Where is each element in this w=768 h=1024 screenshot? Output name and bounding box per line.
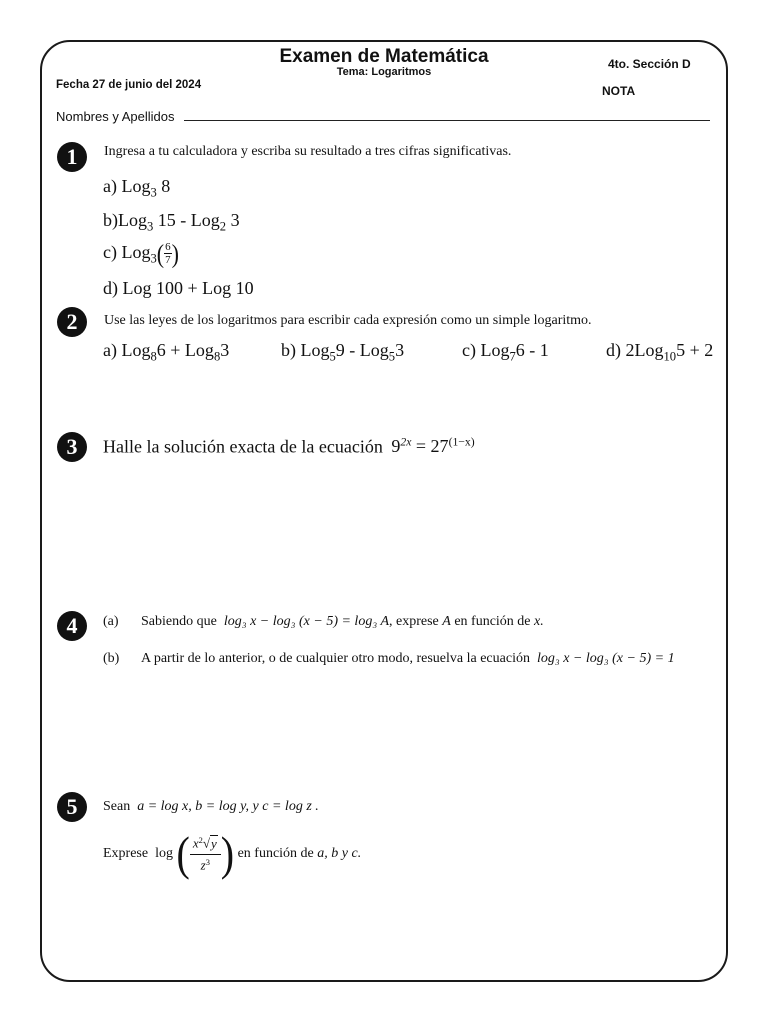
grade-label: NOTA — [602, 84, 636, 98]
question-number-3: 3 — [57, 432, 87, 462]
exam-title: Examen de Matemática — [279, 46, 489, 67]
q1-instruction: Ingresa a tu calculadora y escriba su resultado a tres cifras significativas. — [104, 144, 512, 159]
question-number-2: 2 — [57, 307, 87, 337]
q1-item-d: d) Log 100 + Log 10 — [103, 278, 254, 298]
names-label: Nombres y Apellidos — [56, 109, 175, 124]
q2-item-b: b) Log$_5$9 - Log$_5$3 — [281, 340, 405, 364]
q2-item-a: a) Log$_8$6 + Log$_8$3 — [103, 340, 230, 364]
exam-date: Fecha 27 de junio del 2024 — [56, 79, 202, 91]
q2-instruction: Use las leyes de los logaritmos para escribir cada expresión como un simple logaritmo. — [104, 313, 592, 328]
names-input-line[interactable] — [184, 120, 710, 121]
q4-part-a-label: (a) — [103, 614, 119, 629]
q5-definitions: Sean a = log x, b = log y, y c = log z . — [103, 799, 319, 814]
question-number-1: 1 — [57, 142, 87, 172]
q4-part-a-text: Sabiendo que log₃ x − log₃ (x − 5) = log₃ A, exprese A en función de x. — [141, 614, 544, 629]
question-number-5: 5 — [57, 792, 87, 822]
q1-item-b: b)Log$_3$ 15 - Log$_2$ 3 — [103, 210, 240, 234]
q2-item-d: d) 2Log$_{10}$5 + 2 — [606, 340, 714, 364]
q4-part-b-text: A partir de lo anterior, o de cualquier otro modo, resuelva la ecuación log₃ x − log₃ (x − 5) = 1 — [141, 651, 675, 666]
exam-topic: Tema: Logaritmos — [336, 66, 432, 78]
question-number-4: 4 — [57, 611, 87, 641]
q4-part-b-label: (b) — [103, 651, 120, 666]
q3-statement: Halle la solución exacta de la ecuación $9^{2x} = 27^{(1-x)}$ — [103, 436, 475, 457]
q1-item-a: a) Log$_3$ 8 — [103, 176, 171, 200]
q2-item-c: c) Log$_7$6 - 1 — [462, 340, 549, 364]
class-section: 4to. Sección D — [608, 57, 691, 71]
q5-question: Exprese log ( $\frac{x^2√y}{z^3}$ ) en función de a, b y c. — [103, 826, 362, 881]
q1-item-c: c) Log$_3$( $\frac{6}{7}$ ) — [103, 238, 179, 269]
